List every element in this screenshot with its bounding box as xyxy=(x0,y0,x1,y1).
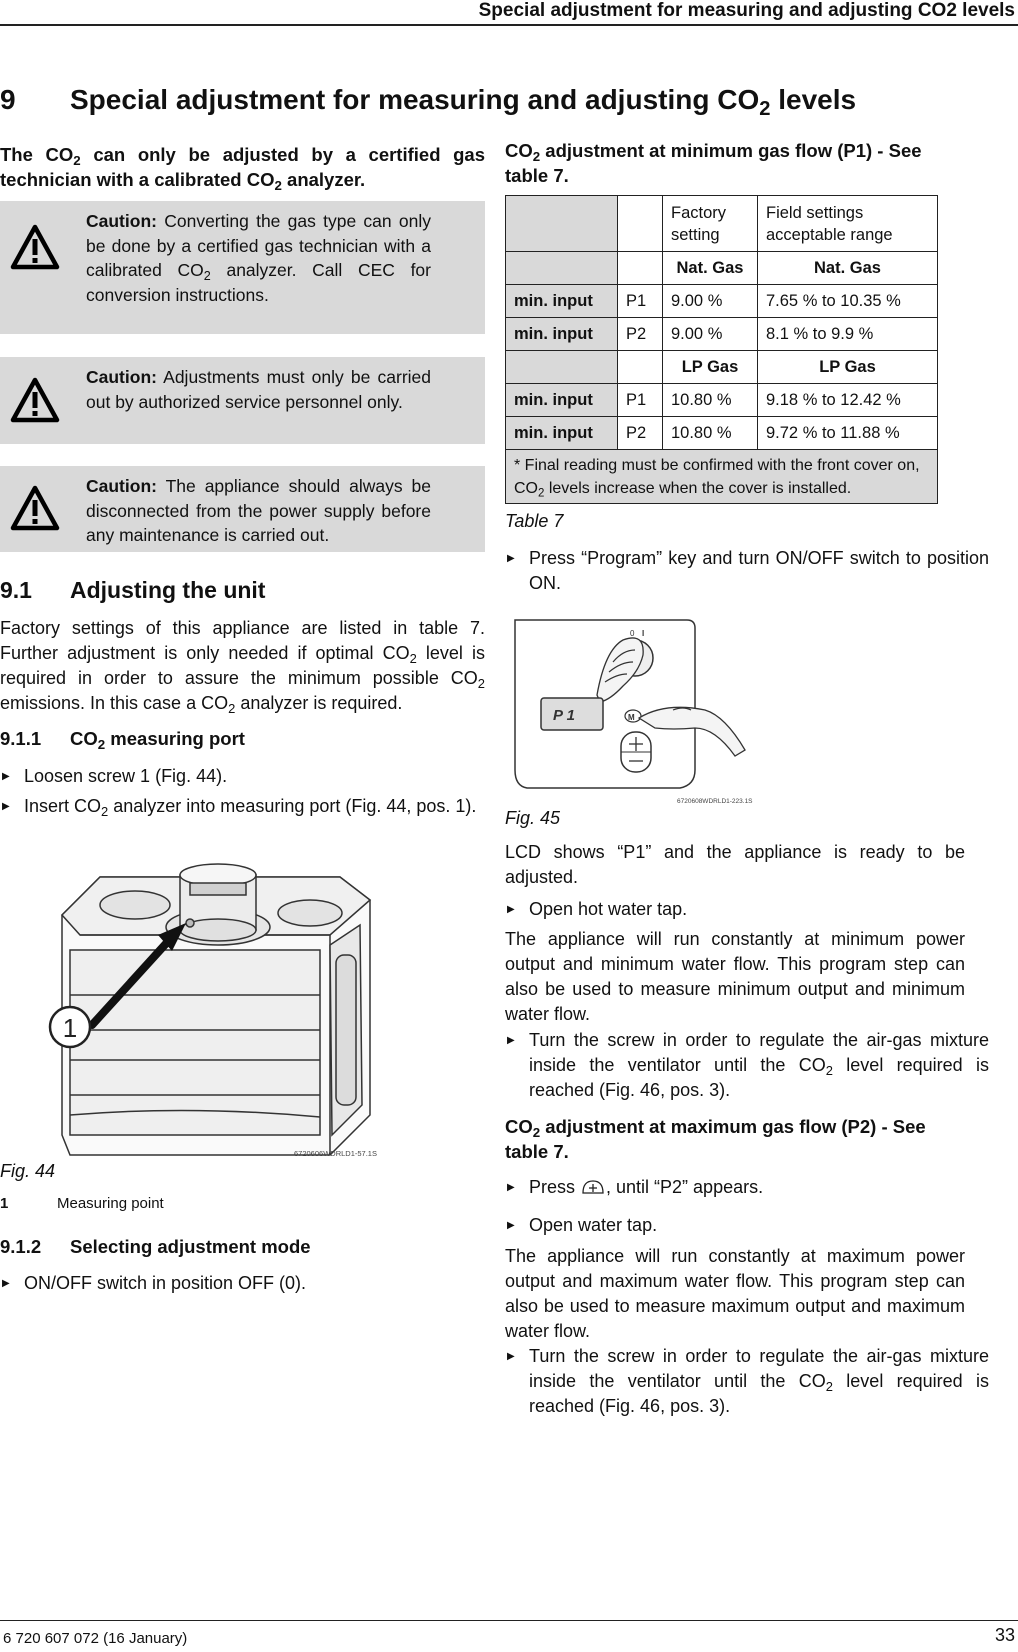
warning-triangle-icon xyxy=(10,224,60,270)
bullet-press-plus xyxy=(505,1175,989,1200)
paragraph-lcd-shows xyxy=(505,840,965,890)
bullet-insert-analyzer xyxy=(0,794,485,819)
bullet-text: Press “Program” key and turn ON/OFF switch to position ON. xyxy=(529,548,989,593)
caution-body: Converting the gas type can only be done by a certified gas technician with a calibrated CO xyxy=(86,211,431,280)
table-group-nat-gas: Nat. Gas xyxy=(758,252,938,285)
heading-text: CO xyxy=(505,1116,533,1137)
caution-body: analyzer. Call CEC for conversion instructions. xyxy=(86,260,431,305)
table-cell-empty xyxy=(618,252,663,285)
footnote-sub: 2 xyxy=(538,486,545,499)
footnote-text: levels increase when the cover is installed. xyxy=(544,479,852,497)
bullet-open-water xyxy=(505,1213,989,1238)
bullet-text: Turn the screw in order to regulate the air-gas mixture inside the ventilator until the CO xyxy=(529,1030,989,1075)
section-9-1-heading xyxy=(0,577,265,604)
caution-label: Caution: xyxy=(86,476,157,496)
section-number: 9.1 xyxy=(0,577,32,603)
caution-text xyxy=(86,209,431,307)
paragraph-9-1 xyxy=(0,616,485,716)
caution-body: The appliance should always be disconnected from the power supply before any maintenance is carried out. xyxy=(86,476,431,545)
caution-box-authorized xyxy=(0,357,485,444)
bullet-text: , until “P2” appears. xyxy=(606,1177,764,1197)
caution-label: Caution: xyxy=(86,211,157,231)
fig45-caption: Fig. 45 xyxy=(505,808,561,828)
table-row-label: min. input xyxy=(506,285,618,318)
section-number: 9.1.1 xyxy=(0,728,42,749)
section-title: Adjusting the unit xyxy=(70,577,266,603)
table-cell-factory: 9.00 % xyxy=(663,318,758,351)
lead-text: The CO xyxy=(0,144,74,165)
footer-page-number: 33 xyxy=(994,1625,1015,1645)
bullet-text: analyzer into measuring port (Fig. 44, pos. 1). xyxy=(108,796,477,816)
warning-triangle-icon xyxy=(10,377,60,423)
bullet-turn-screw-max xyxy=(505,1344,989,1419)
table-cell-point: P2 xyxy=(618,417,663,450)
heading-text: adjustment at minimum gas flow (P1) - See table 7. xyxy=(505,140,922,186)
table-header-field: Field settings acceptable range xyxy=(758,196,938,252)
table-cell-factory: 9.00 % xyxy=(663,285,758,318)
heading-min-gas-flow xyxy=(505,138,965,188)
heading-text: CO xyxy=(505,140,533,161)
table-cell-empty xyxy=(618,196,663,252)
caution-sub: 2 xyxy=(203,268,211,283)
caution-text xyxy=(86,474,431,548)
section-number: 9.1.2 xyxy=(0,1236,42,1257)
chapter-title xyxy=(0,84,857,121)
lead-sub: 2 xyxy=(73,152,81,168)
plus-key-icon xyxy=(580,1177,606,1197)
bullet-turn-screw-min xyxy=(505,1028,989,1103)
para-sub: 2 xyxy=(477,675,485,691)
bullet-text: Open hot water tap. xyxy=(529,899,688,919)
para-text: LCD shows “P1” and the appliance is ready to be adjusted. xyxy=(505,842,965,887)
table-cell-empty xyxy=(506,196,618,252)
table-header-factory: Factory setting xyxy=(663,196,758,252)
caution-label: Caution: xyxy=(86,367,157,387)
table-row-label: min. input xyxy=(506,384,618,417)
table-group-nat-gas: Nat. Gas xyxy=(663,252,758,285)
para-text: analyzer is required. xyxy=(235,693,403,713)
bullet-text: Turn the screw in order to regulate the air-gas mixture inside the ventilator until the CO xyxy=(529,1346,989,1391)
fig44-caption: Fig. 44 xyxy=(0,1161,56,1181)
fig45-image-code: 6720608WDRLD1-223.1S xyxy=(677,798,753,805)
bullet-switch-off xyxy=(0,1271,485,1296)
table-cell-point: P1 xyxy=(618,285,663,318)
warning-triangle-icon xyxy=(10,485,60,531)
heading-sub: 2 xyxy=(532,1124,541,1140)
bullet-text: Loosen screw 1 (Fig. 44). xyxy=(24,766,228,786)
table-cell-empty xyxy=(506,252,618,285)
para-text: The appliance will run constantly at maximum power output and maximum water flow. This program step can also be used to measure maximum output and maximum water flow. xyxy=(505,1246,965,1341)
paragraph-min-output xyxy=(505,927,965,1027)
header-rule xyxy=(0,24,1018,26)
chapter-title-end: levels xyxy=(770,84,857,115)
chapter-title-sub: 2 xyxy=(759,98,771,121)
table-cell-empty xyxy=(618,351,663,384)
lead-text: analyzer. xyxy=(281,169,366,190)
bullet-text: ON/OFF switch in position OFF (0). xyxy=(24,1273,307,1293)
fig44-callout-number: 1 xyxy=(62,1013,78,1043)
bullet-open-hot-water xyxy=(505,897,989,922)
table-7-caption: Table 7 xyxy=(505,511,564,531)
table-row-label: min. input xyxy=(506,417,618,450)
lcd-display-text: P 1 xyxy=(553,707,575,724)
section-title: measuring port xyxy=(105,728,245,749)
table-cell-point: P2 xyxy=(618,318,663,351)
table-group-lp-gas: LP Gas xyxy=(663,351,758,384)
caution-box-gas-type xyxy=(0,201,485,334)
bullet-press-program xyxy=(505,546,989,596)
running-header: Special adjustment for measuring and adjusting CO2 levels xyxy=(478,0,1015,21)
footer-document-number: 6 720 607 072 (16 January) xyxy=(3,1630,188,1647)
heading-sub: 2 xyxy=(532,148,541,164)
bullet-text: Press xyxy=(529,1177,581,1197)
caution-text xyxy=(86,365,431,414)
lead-text: can only be adjusted by a certified gas technician with a calibrated CO xyxy=(0,144,485,190)
chapter-title-text: Special adjustment for measuring and adjusting CO xyxy=(70,84,760,115)
table-footnote xyxy=(506,450,938,504)
section-title: Selecting adjustment mode xyxy=(70,1236,311,1257)
para-text: Factory settings of this appliance are listed in table 7. Further adjustment is only needed if optimal CO xyxy=(0,618,485,663)
bullet-text: level required is reached (Fig. 46, pos. 3). xyxy=(529,1371,989,1416)
program-key-label: M xyxy=(628,713,635,722)
footer-rule xyxy=(0,1620,1018,1621)
fig44-legend-number xyxy=(0,1195,8,1212)
fig44-boiler-illustration xyxy=(40,855,380,1160)
section-9-1-2-heading xyxy=(0,1236,311,1258)
legend-number: 1 xyxy=(0,1195,9,1212)
table-cell-range: 8.1 % to 9.9 % xyxy=(758,318,938,351)
chapter-number: 9 xyxy=(0,84,16,115)
table-cell-factory: 10.80 % xyxy=(663,384,758,417)
table-cell-range: 7.65 % to 10.35 % xyxy=(758,285,938,318)
bullet-sub: 2 xyxy=(825,1378,833,1394)
bullet-sub: 2 xyxy=(101,803,109,819)
para-sub: 2 xyxy=(409,650,417,666)
caution-box-power xyxy=(0,466,485,552)
table-cell-factory: 10.80 % xyxy=(663,417,758,450)
table-7 xyxy=(505,195,938,504)
bullet-text: level required is reached (Fig. 46, pos. 3). xyxy=(529,1055,989,1100)
lead-sub: 2 xyxy=(274,177,282,193)
para-text: level is required in order to assure the minimum possible CO xyxy=(0,643,485,688)
lead-paragraph xyxy=(0,142,485,192)
bullet-sub: 2 xyxy=(825,1062,833,1078)
table-group-lp-gas: LP Gas xyxy=(758,351,938,384)
heading-max-gas-flow xyxy=(505,1114,965,1164)
fig44-legend-text: Measuring point xyxy=(57,1195,164,1212)
paragraph-max-output xyxy=(505,1244,965,1344)
fig45-control-panel-illustration xyxy=(505,610,765,810)
table-cell-point: P1 xyxy=(618,384,663,417)
heading-text: adjustment at maximum gas flow (P2) - See table 7. xyxy=(505,1116,926,1162)
table-cell-empty xyxy=(506,351,618,384)
bullet-text: Open water tap. xyxy=(529,1215,658,1235)
para-text: emissions. In this case a CO xyxy=(0,693,229,713)
table-row-label: min. input xyxy=(506,318,618,351)
switch-on-label: I xyxy=(642,629,645,638)
table-cell-range: 9.18 % to 12.42 % xyxy=(758,384,938,417)
section-title-sub: 2 xyxy=(97,736,106,752)
switch-off-label: 0 xyxy=(630,629,635,638)
section-9-1-1-heading xyxy=(0,728,245,750)
footnote-text: * Final reading must be confirmed with the front cover on, CO xyxy=(514,456,920,497)
caution-body: Adjustments must only be carried out by authorized service personnel only. xyxy=(86,367,431,412)
section-title: CO xyxy=(70,728,98,749)
bullet-loosen-screw xyxy=(0,764,485,789)
para-sub: 2 xyxy=(228,700,236,716)
table-cell-range: 9.72 % to 11.88 % xyxy=(758,417,938,450)
fig44-image-code: 6720606WDRLD1-57.1S xyxy=(294,1149,377,1158)
bullet-text: Insert CO xyxy=(24,796,102,816)
para-text: The appliance will run constantly at minimum power output and minimum water flow. This program step can also be used to measure minimum output and minimum water flow. xyxy=(505,929,965,1024)
